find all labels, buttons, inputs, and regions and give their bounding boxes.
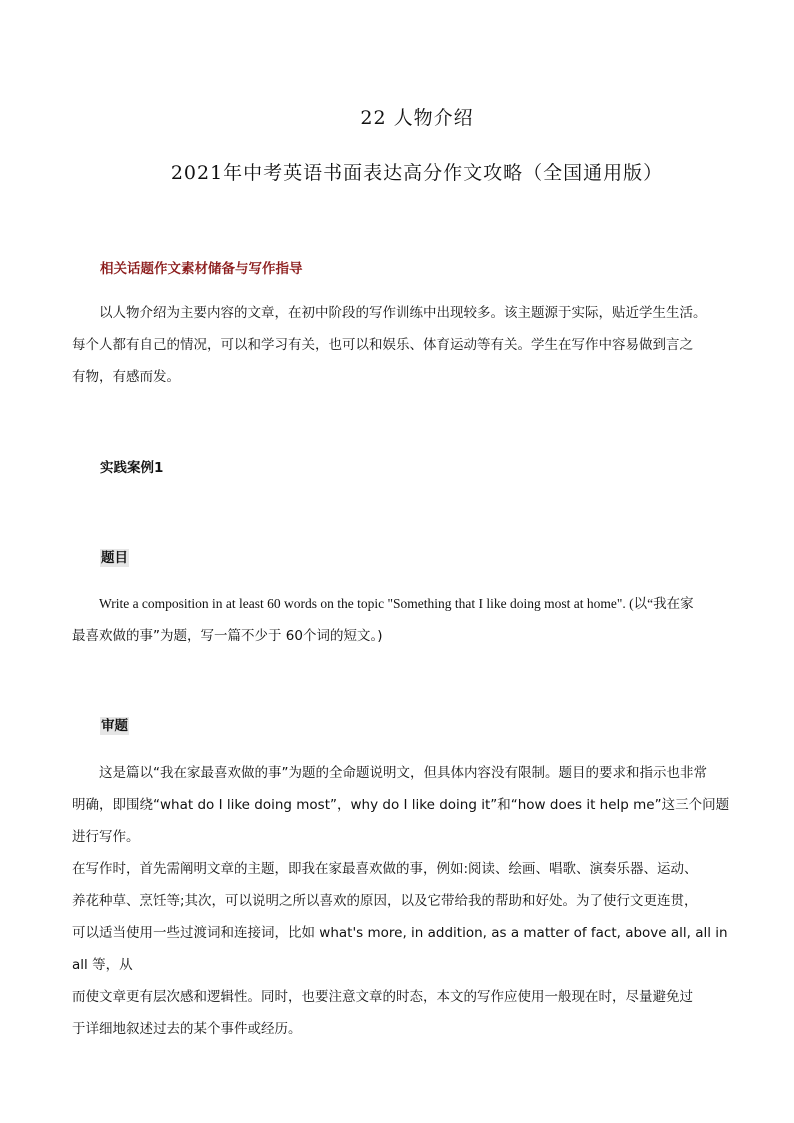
intro-line-2: 每个人都有自己的情况，可以和学习有关，也可以和娱乐、体育运动等有关。学生在写作中容易做到言之: [72, 337, 693, 353]
case-heading: 实践案例1: [100, 460, 164, 476]
analysis-line-1: 这是篇以“我在家最喜欢做的事”为题的全命题说明文，但具体内容没有限制。题目的要求和指示也非常: [99, 765, 707, 781]
analysis-heading: 审题: [101, 718, 128, 734]
document-title: 22 人物介绍: [360, 107, 474, 129]
analysis-line-2: 明确，即围绕“what do I like doing most”，why do I like doing it”和“how does it help me”这三个问题进行写作。: [72, 797, 730, 845]
intro-paragraph: [72, 297, 732, 393]
topic-line-2: 最喜欢做的事”为题，写一篇不少于 60个词的短文。): [72, 628, 383, 644]
analysis-line-6: 而使文章更有层次感和逻辑性。同时，也要注意文章的时态，本文的写作应使用一般现在时，尽量避免过: [72, 989, 693, 1005]
analysis-line-5: 可以适当使用一些过渡词和连接词，比如 what's more, in addition, as a matter of fact, above all, all in all 等，从: [72, 925, 728, 973]
topic-line-1: Write a composition in at least 60 words on the topic "Something that I like doing most at home". (以“我在家: [99, 596, 694, 611]
document-subtitle: 2021年中考英语书面表达高分作文攻略（全国通用版）: [170, 162, 664, 184]
topic-heading: 题目: [101, 550, 128, 566]
analysis-paragraph: [72, 757, 732, 1045]
intro-line-1: 以人物介绍为主要内容的文章，在初中阶段的写作训练中出现较多。该主题源于实际，贴近学生生活。: [99, 305, 707, 321]
analysis-line-4: 养花种草、烹饪等;其次，可以说明之所以喜欢的原因，以及它带给我的帮助和好处。为了使行文更连贯，: [72, 893, 698, 909]
intro-heading: 相关话题作文素材储备与写作指导: [100, 261, 303, 277]
topic-paragraph: [72, 588, 732, 652]
analysis-line-3: 在写作时，首先需阐明文章的主题，即我在家最喜欢做的事，例如:阅读、绘画、唱歌、演奏乐器、运动、: [72, 861, 698, 877]
intro-line-3: 有物，有感而发。: [72, 369, 180, 385]
analysis-line-7: 于详细地叙述过去的某个事件或经历。: [72, 1021, 302, 1037]
